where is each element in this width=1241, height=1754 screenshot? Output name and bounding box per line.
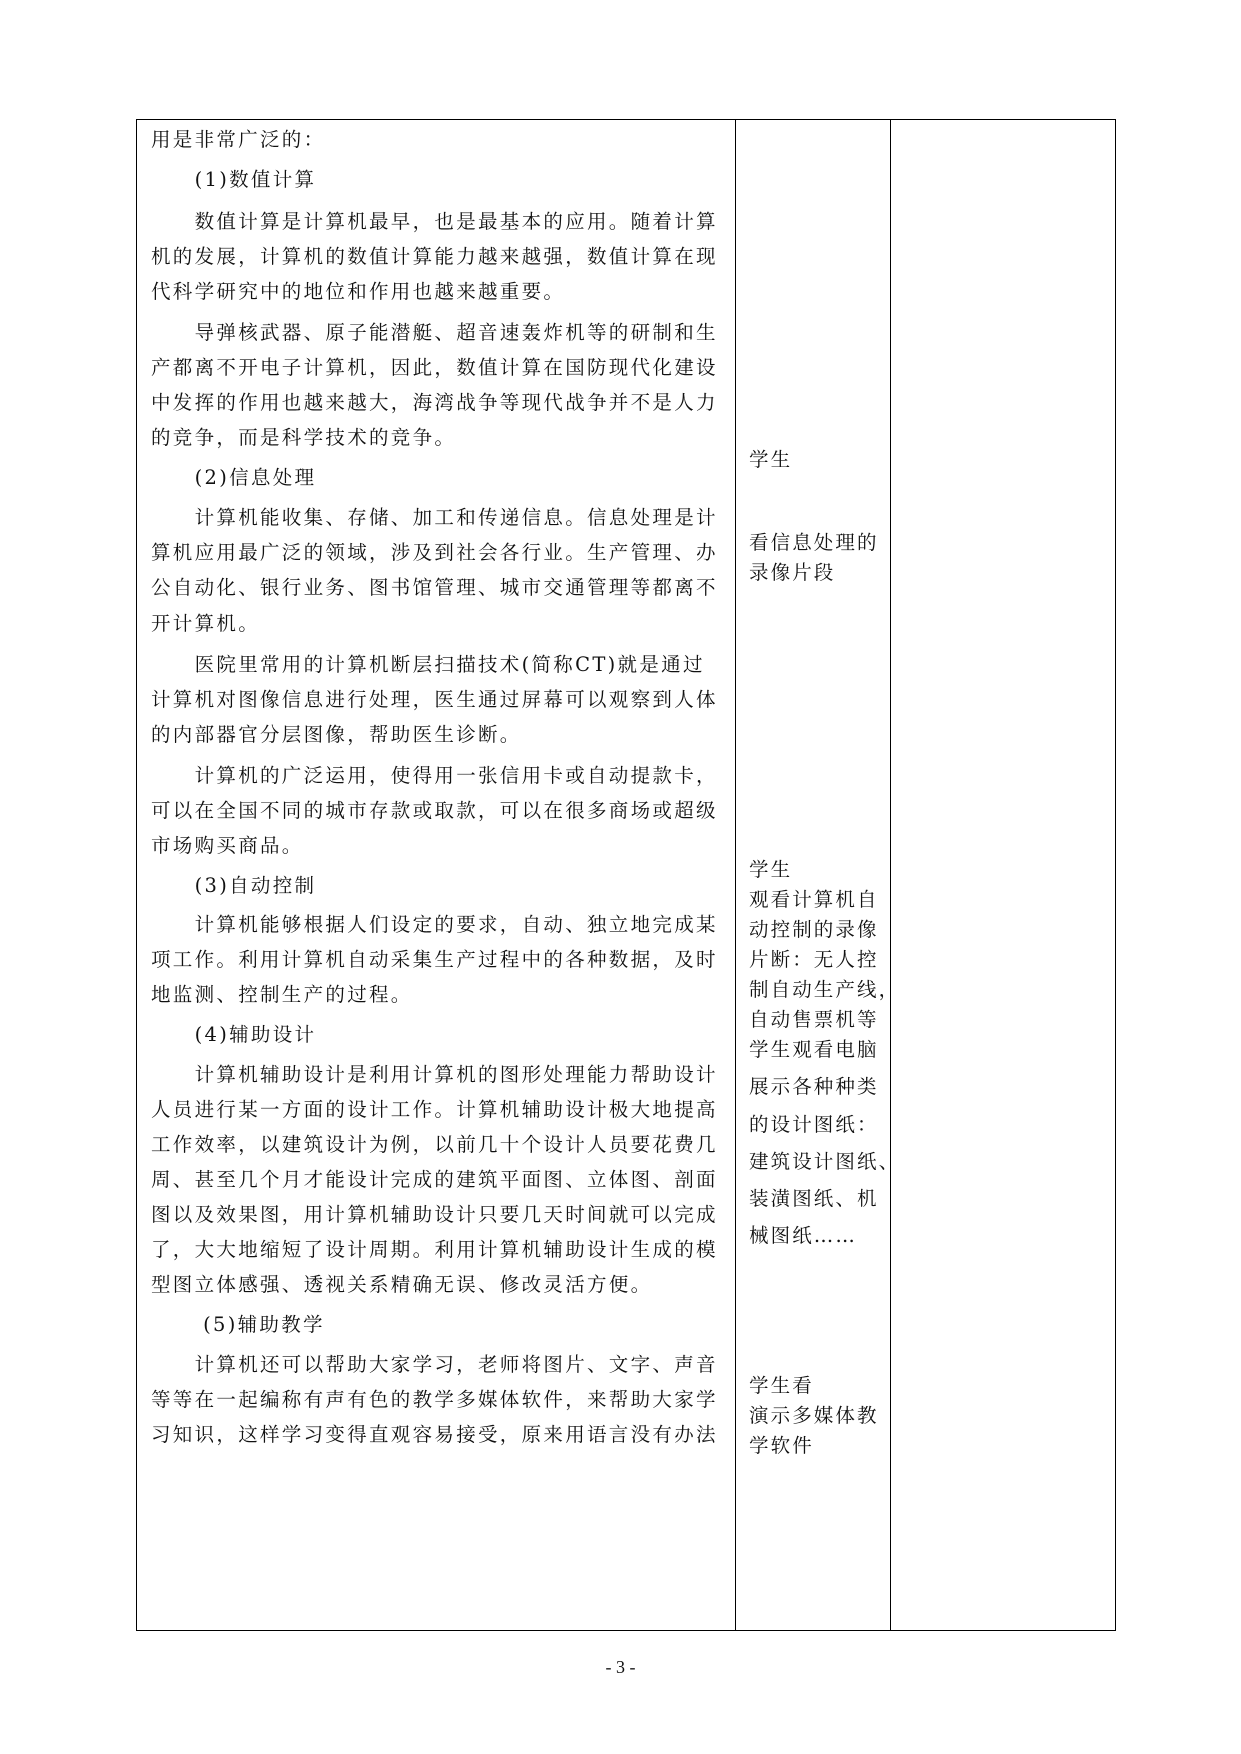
content-line: 习知识，这样学习变得直观容易接受，原来用语言没有办法 [151, 1423, 718, 1446]
activity-line: 的设计图纸： [749, 1113, 879, 1136]
content-line: 型图立体感强、透视关系精确无误、修改灵活方便。 [151, 1273, 653, 1296]
content-line: 等等在一起编称有声有色的教学多媒体软件，来帮助大家学 [151, 1388, 718, 1411]
content-line: 公自动化、银行业务、图书馆管理、城市交通管理等都离不 [151, 576, 718, 599]
lesson-plan-table [136, 119, 1116, 1631]
content-line: 计算机还可以帮助大家学习，老师将图片、文字、声音 [151, 1353, 718, 1376]
content-line: 开计算机。 [151, 612, 261, 635]
activity-line: 学生观看电脑 [749, 1038, 879, 1061]
activity-line: 学生看 [749, 1374, 814, 1397]
content-line: 计算机对图像信息进行处理，医生通过屏幕可以观察到人体 [151, 688, 718, 711]
content-line: 人员进行某一方面的设计工作。计算机辅助设计极大地提高 [151, 1098, 718, 1121]
content-line: 医院里常用的计算机断层扫描技术(简称CT)就是通过 [151, 653, 705, 676]
activity-line: 观看计算机自 [749, 888, 879, 911]
activity-line: 学生 [749, 858, 793, 881]
activity-line: 械图纸…… [749, 1224, 857, 1247]
activity-line: 自动售票机等 [749, 1008, 879, 1031]
content-line: 计算机能收集、存储、加工和传递信息。信息处理是计 [151, 506, 718, 529]
activity-line: 装潢图纸、机 [749, 1187, 879, 1210]
activity-line: 建筑设计图纸、 [749, 1150, 901, 1173]
content-line: 图以及效果图，用计算机辅助设计只要几天时间就可以完成 [151, 1203, 718, 1226]
column-divider-2 [890, 120, 891, 1630]
activity-line: 制自动生产线， [749, 978, 901, 1001]
content-line: 代科学研究中的地位和作用也越来越重要。 [151, 280, 566, 303]
content-line: 数值计算是计算机最早，也是最基本的应用。随着计算 [151, 210, 718, 233]
section-heading: (3)自动控制 [151, 874, 317, 897]
content-line: 算机应用最广泛的领域，涉及到社会各行业。生产管理、办 [151, 541, 718, 564]
content-line: 市场购买商品。 [151, 834, 304, 857]
activity-line: 动控制的录像 [749, 918, 879, 941]
activity-line: 学软件 [749, 1434, 814, 1457]
content-line: 计算机的广泛运用，使得用一张信用卡或自动提款卡， [151, 764, 718, 787]
content-line: 项工作。利用计算机自动采集生产过程中的各种数据，及时 [151, 948, 718, 971]
section-heading: (5)辅助教学 [151, 1313, 325, 1336]
activity-line: 演示多媒体教 [749, 1404, 879, 1427]
content-line: 计算机辅助设计是利用计算机的图形处理能力帮助设计 [151, 1063, 718, 1086]
content-line: 用是非常广泛的： [151, 128, 326, 151]
section-heading: (2)信息处理 [151, 466, 317, 489]
content-line: 产都离不开电子计算机，因此，数值计算在国防现代化建设 [151, 356, 718, 379]
content-line: 的内部器官分层图像，帮助医生诊断。 [151, 723, 522, 746]
section-heading: (4)辅助设计 [151, 1023, 317, 1046]
column-divider-1 [735, 120, 736, 1630]
content-line: 周、甚至几个月才能设计完成的建筑平面图、立体图、剖面 [151, 1168, 718, 1191]
activity-line: 学生 [749, 448, 793, 471]
content-line: 导弹核武器、原子能潜艇、超音速轰炸机等的研制和生 [151, 321, 718, 344]
activity-line: 片断：无人控 [749, 948, 879, 971]
activity-line: 展示各种种类 [749, 1075, 879, 1098]
activity-line: 录像片段 [749, 561, 836, 584]
page-number: - 3 - [605, 1657, 636, 1677]
section-heading: (1)数值计算 [151, 168, 317, 191]
content-line: 地监测、控制生产的过程。 [151, 983, 413, 1006]
content-line: 机的发展，计算机的数值计算能力越来越强，数值计算在现 [151, 245, 718, 268]
content-line: 了，大大地缩短了设计周期。利用计算机辅助设计生成的模 [151, 1238, 718, 1261]
activity-line: 看信息处理的 [749, 531, 879, 554]
content-line: 工作效率，以建筑设计为例，以前几十个设计人员要花费几 [151, 1133, 718, 1156]
content-line: 计算机能够根据人们设定的要求，自动、独立地完成某 [151, 913, 718, 936]
content-line: 中发挥的作用也越来越大，海湾战争等现代战争并不是人力 [151, 391, 718, 414]
content-line: 可以在全国不同的城市存款或取款，可以在很多商场或超级 [151, 799, 718, 822]
content-line: 的竞争，而是科学技术的竞争。 [151, 426, 457, 449]
